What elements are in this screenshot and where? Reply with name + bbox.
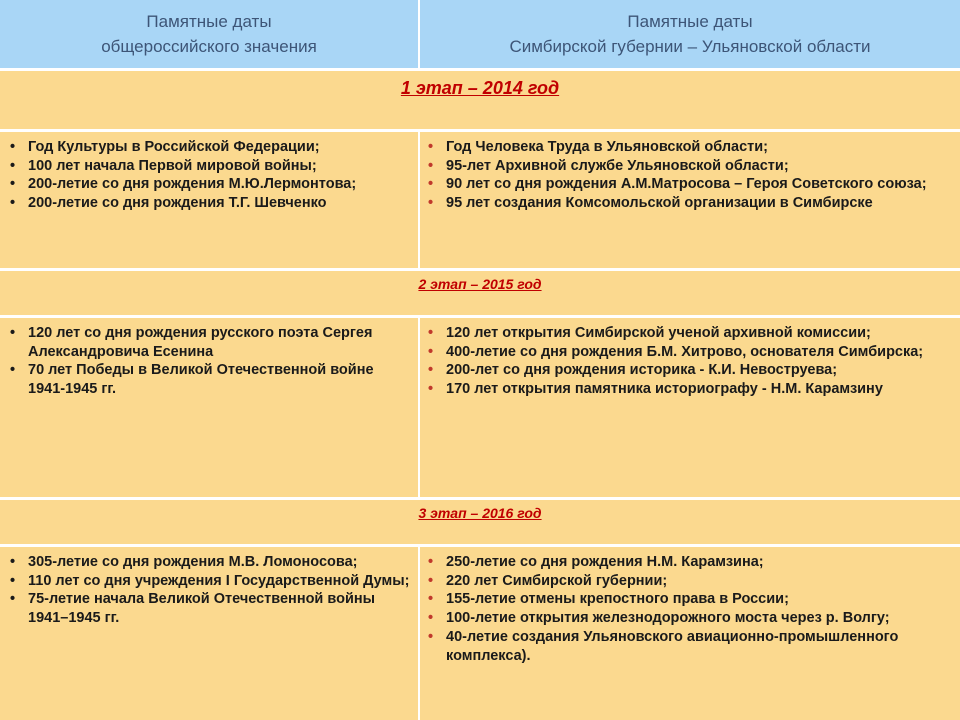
header-right-line1: Памятные даты <box>627 12 753 31</box>
stage-2-regional-dates <box>420 318 960 497</box>
stage-1-national-dates <box>0 132 418 268</box>
header-left-line1: Памятные даты <box>146 12 272 31</box>
header-left <box>0 0 418 68</box>
list-item: • 170 лет открытия памятника историографу - Н.М. Карамзину <box>426 380 956 399</box>
list-item: • 40-летие создания Ульяновского авиационно-промышленного комплекса). <box>426 628 956 665</box>
list-item: • 90 лет со дня рождения А.М.Матросова – Героя Советского союза; <box>426 175 956 194</box>
list-item: • 120 лет открытия Симбирской ученой архивной комиссии; <box>426 324 956 343</box>
stage-3-title-text: 3 этап – 2016 год <box>418 505 542 521</box>
list-item: • Год Человека Труда в Ульяновской области; <box>426 138 956 157</box>
list-item: • Год Культуры в Российской Федерации; <box>8 138 414 157</box>
list-item: • 110 лет со дня учреждения I Государственной Думы; <box>8 572 414 591</box>
list-item: • 250-летие со дня рождения Н.М. Карамзина; <box>426 553 956 572</box>
list-item: • 220 лет Симбирской губернии; <box>426 572 956 591</box>
list-item: • 95 лет создания Комсомольской организации в Симбирске <box>426 194 956 213</box>
stage-3-title <box>0 500 960 544</box>
list-item: • 200-летие со дня рождения М.Ю.Лермонтова; <box>8 175 414 194</box>
stage-2-national-dates <box>0 318 418 497</box>
list-item: • 200-лет со дня рождения историка - К.И. Невоструева; <box>426 361 956 380</box>
list-item: • 305-летие со дня рождения М.В. Ломоносова; <box>8 553 414 572</box>
header-right <box>420 0 960 68</box>
header-left-line2: общероссийского значения <box>101 37 317 56</box>
list-item: • 155-летие отмены крепостного права в России; <box>426 590 956 609</box>
stage-3-regional-dates <box>420 547 960 720</box>
list-item: • 200-летие со дня рождения Т.Г. Шевченко <box>8 194 414 213</box>
list-item: • 75-летие начала Великой Отечественной войны 1941–1945 гг. <box>8 590 414 627</box>
list-item: • 70 лет Победы в Великой Отечественной войне 1941-1945 гг. <box>8 361 414 398</box>
stage-1-title-text: 1 этап – 2014 год <box>400 78 560 98</box>
stage-3-national-dates <box>0 547 418 720</box>
list-item: • 100 лет начала Первой мировой войны; <box>8 157 414 176</box>
list-item: • 400-летие со дня рождения Б.М. Хитрово, основателя Симбирска; <box>426 343 956 362</box>
stage-2-title <box>0 271 960 315</box>
list-item: • 100-летие открытия железнодорожного моста через р. Волгу; <box>426 609 956 628</box>
list-item: • 95-лет Архивной службе Ульяновской области; <box>426 157 956 176</box>
header-right-line2: Симбирской губернии – Ульяновской области <box>509 37 871 56</box>
stage-1-title <box>0 71 960 129</box>
list-item: • 120 лет со дня рождения русского поэта Сергея Александровича Есенина <box>8 324 414 361</box>
stage-1-regional-dates <box>420 132 960 268</box>
stage-2-title-text: 2 этап – 2015 год <box>418 276 542 292</box>
